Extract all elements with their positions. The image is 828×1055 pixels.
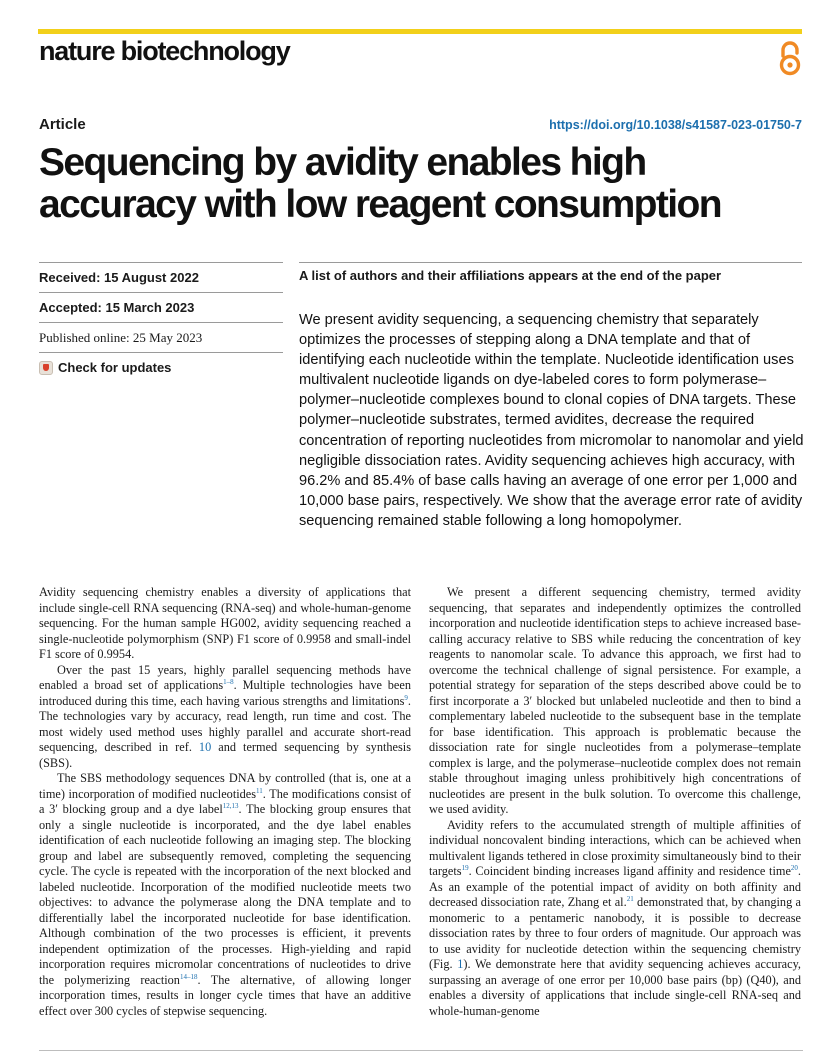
paragraph: The SBS methodology sequences DNA by controlled (that is, one at a time) incorporation of modified nucleotides$^{11}$. The modifications consist of a 3′ blocking group and a dye label$^{12,13}$. The blocking group ensures that only a single nucleotide is incorporated, and the dye label enables identification of each nucleotide following an imaging step. The blocking group and label are subsequently removed, completing the sequencing cycle. The cycle is repeated with the incorporation of the next blocked and labeled nucleotide. Incorporation of the modified nucleotide meets two objectives: to advance the polymerase along the DNA template and to differentially label the incorporated nucleotide for base identification. Although combination of the two processes is efficient, it prevents independent optimization of the processes. High-yielding and rapid incorporation requires micromolar concentrations of nucleotides to drive the polymerizing reaction$^{14-18}$. The alternative, of allowing longer incorporation times, results in longer cycle times that have an additive effect over 300 cycles of stepwise sequencing. <box>39 771 412 1018</box>
abstract: We present avidity sequencing, a sequencing chemistry that separately optimizes the processes of stepping along a DNA template and that of identifying each nucleotide within the template. Nucleotide identification uses multivalent nucleotide ligands on dye-labeled cores to form polymerase–polymer–nucleotide complexes bound to clonal copies of DNA targets. These polymer–nucleotide substrates, termed avidites, decrease the required concentration of reporting nucleotides from micromolar to nanomolar and yield negligible dissociation rates. Avidity sequencing achieves high accuracy, with 96.2% and 85.4% of base calls having an average of one error per 1,000 and 10,000 base pairs, respectively. We show that the average error rate of avidity sequencing remained stable following a long homopolymer. <box>299 312 804 529</box>
journal-name: nature biotechnology <box>39 36 290 66</box>
citation[interactable]: 1–8 <box>223 677 234 686</box>
published-date: Published online: 25 May 2023 <box>39 322 283 352</box>
page-divider <box>39 1050 803 1051</box>
citation[interactable]: 9 <box>404 693 408 702</box>
citation[interactable]: 11 <box>256 786 263 795</box>
figure-link[interactable]: 1 <box>457 957 464 971</box>
article-title: Sequencing by avidity enables high accuracy with low reagent consumption <box>39 141 721 226</box>
publication-history <box>39 262 283 382</box>
paragraph: Avidity sequencing chemistry enables a diversity of applications that include single-cell RNA sequencing (RNA-seq) and whole-human-genome sequencing. For the human sample HG002, avidity sequencing reached a single-nucleotide polymorphism (SNP) F1 score of 0.9958 and small-indel F1 score of 0.9954. <box>39 585 411 661</box>
open-access-icon <box>773 40 807 76</box>
received-date: Received: 15 August 2022 <box>39 262 283 292</box>
authors-note: A list of authors and their affiliations appears at the end of the paper <box>299 262 802 283</box>
paragraph: We present a different sequencing chemistry, termed avidity sequencing, that separates and independently optimizes the controlled incorporation and nucleotide identification steps to achieve increased base-calling accuracy relative to SBS while reducing the concentration of key reagents to nanomolar scale. To advance this approach, we first had to overcome the technical challenge of signal persistence. For example, a potential strategy for separation of the steps described above could be to first incorporate a 3′ blocked but unlabeled nucleotide and then to bind a complementary labeled nucleotide to the subsequent base in the template for base identification. This approach is problematic because the dissociation rate for single nucleotides from a polymerase–template complex is large, and the polymerase–nucleotide complex does not remain stable throughout imaging unless prohibitively high concentrations of nucleotides are present in the bulk solution. To overcome this challenge, we used avidity. <box>429 585 801 816</box>
check-updates-icon <box>39 361 53 375</box>
citation[interactable]: 19 <box>461 863 469 872</box>
body-column-right <box>429 585 801 1019</box>
check-updates-link[interactable] <box>39 352 283 382</box>
paragraph: Over the past 15 years, highly parallel sequencing methods have enabled a broad set of applications$^{1-8}$. Multiple technologies have been introduced during this time, each having various strengths and limitations$^9$. The technologies vary by accuracy, read length, run time and cost. The most widely used method uses highly parallel and accurate short-read sequencing, described in ref. 10 and termed sequencing by synthesis (SBS). <box>39 662 411 770</box>
citation[interactable]: 20 <box>790 863 798 872</box>
journal-accent-bar <box>38 29 802 34</box>
citation[interactable]: 10 <box>198 740 212 754</box>
check-updates-label: Check for updates <box>58 360 172 375</box>
citation[interactable]: 14–18 <box>179 972 198 981</box>
body-column-left <box>39 585 411 1019</box>
accepted-date: Accepted: 15 March 2023 <box>39 292 283 322</box>
paragraph: Avidity refers to the accumulated strength of multiple affinities of individual noncovalent binding interactions, which can be achieved when multivalent ligands tethered in close proximity simultaneously bind to their targets$^{19}$. Coincident binding increases ligand affinity and residence time$^{20}$. As an example of the potential impact of avidity on both affinity and decreased dissociation rate, Zhang et al.$^{21}$ demonstrated that, by changing a monomeric to a pentameric nanobody, it is possible to decrease dissociation rates by three to four orders of magnitude. Our approach was to use avidity for nucleotide detection within the sequencing chemistry (Fig. 1). We demonstrate here that avidity sequencing achieves accuracy, surpassing an average of one error per 10,000 base pairs (bp) (Q40), and enables a diversity of applications that include single-cell RNA-seq and whole-human-genome <box>429 817 802 1018</box>
citation[interactable]: 12,13 <box>222 801 239 810</box>
citation[interactable]: 21 <box>626 894 634 903</box>
article-type-label: Article <box>39 116 86 133</box>
doi-link[interactable]: https://doi.org/10.1038/s41587-023-01750-7 <box>549 118 802 132</box>
